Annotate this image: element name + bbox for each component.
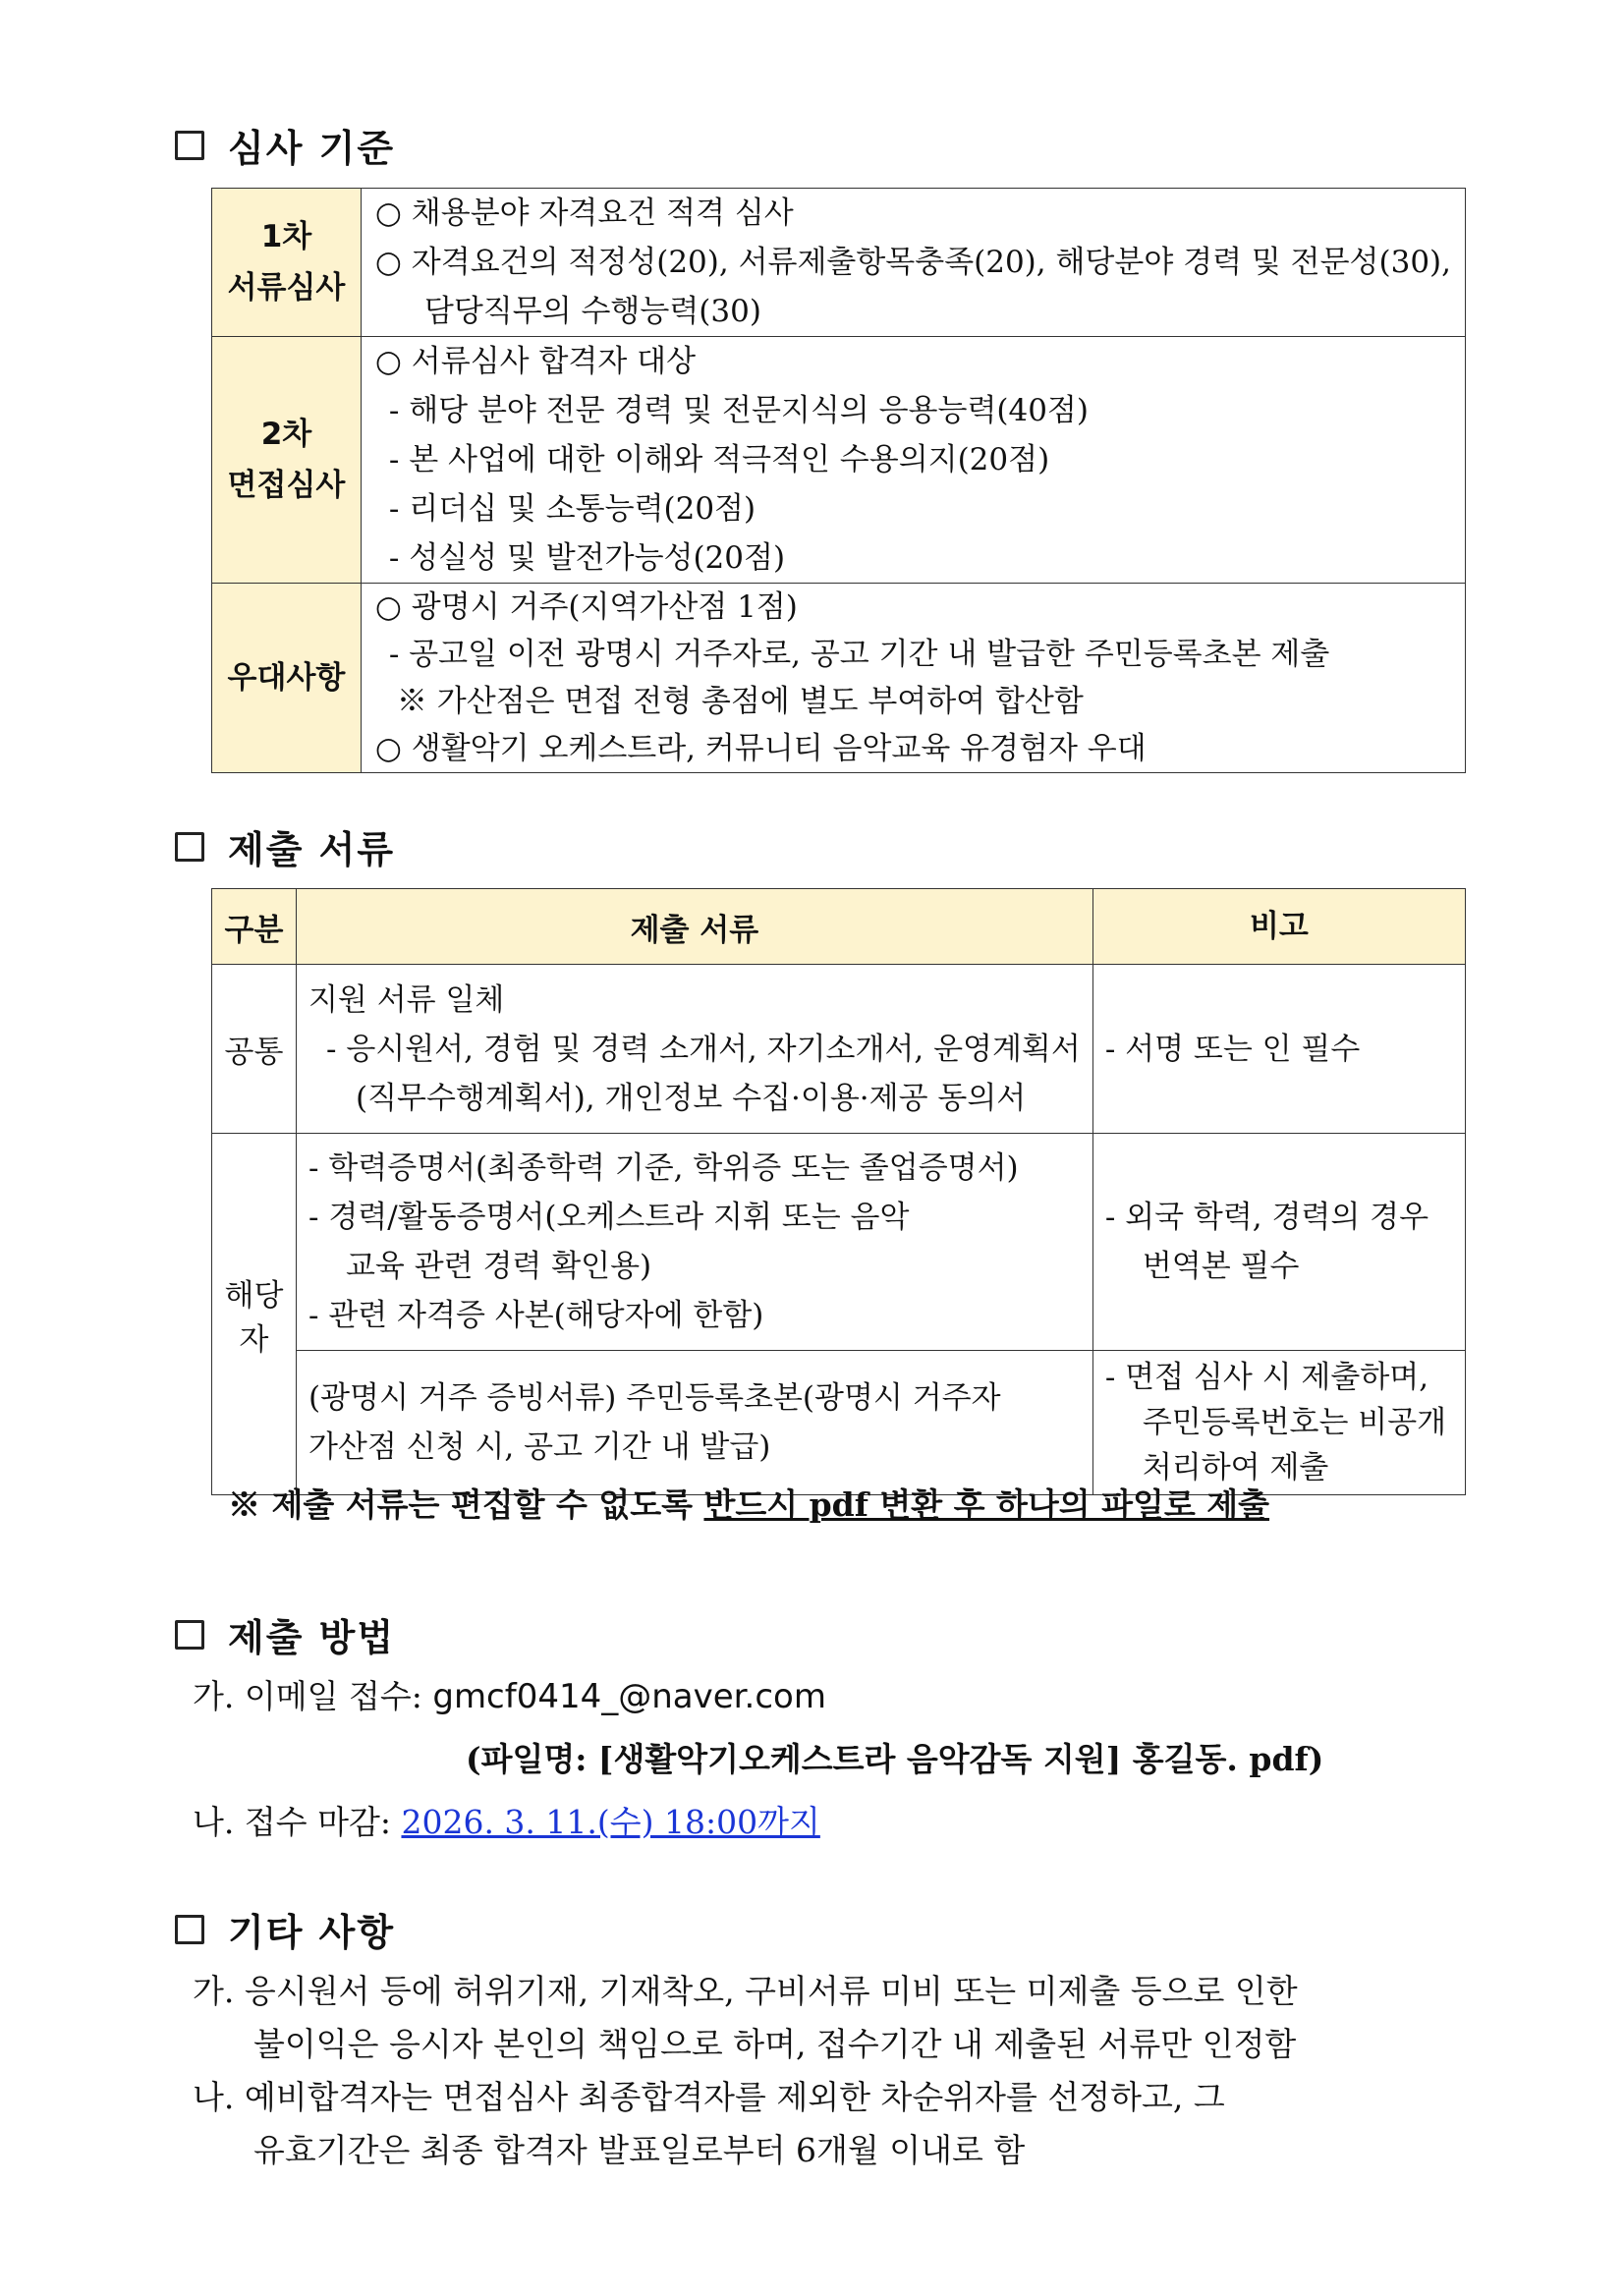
checkbox-icon <box>175 131 204 160</box>
deadline-label: 나. 접수 마감: <box>193 1803 402 1841</box>
table-row <box>212 337 1466 584</box>
content-line: - 리더십 및 소통능력(20점) <box>388 491 756 527</box>
checkbox-icon <box>175 1620 204 1650</box>
content-line: (광명시 거주 증빙서류) 주민등록초본(광명시 거주자 <box>308 1380 1001 1416</box>
content-line: - 면접 심사 시 제출하며, <box>1104 1360 1429 1395</box>
content-line: - 응시원서, 경험 및 경력 소개서, 자기소개서, 운영계획서 <box>325 1031 1081 1067</box>
row-label <box>212 337 362 584</box>
content-line: - 본 사업에 대한 이해와 적극적인 수용의지(20점) <box>388 442 1050 477</box>
content-line: - 성실성 및 발전가능성(20점) <box>388 540 786 576</box>
content-line: - 관련 자격증 사본(해당자에 한함) <box>308 1298 764 1333</box>
row-content <box>361 337 1465 584</box>
row-label-line: 우대사항 <box>227 660 346 696</box>
table-row <box>212 1134 1466 1351</box>
row-label: 해당자 <box>212 1134 297 1495</box>
filename-line: (파일명: [생활악기오케스트라 음악감독 지원] 홍길동. pdf) <box>466 1740 1324 1778</box>
content-line: ○ 생활악기 오케스트라, 커뮤니티 음악교육 유경험자 우대 <box>374 731 1147 766</box>
content-line: ○ 광명시 거주(지역가산점 1점) <box>374 589 798 625</box>
content-line: (직무수행계획서), 개인정보 수집·이용·제공 동의서 <box>355 1080 1027 1116</box>
content-line: ○ 채용분야 자격요건 적격 심사 <box>374 196 794 231</box>
docs-cell <box>296 1351 1092 1495</box>
row-label-line: 1차 <box>260 219 312 254</box>
content-line: 가산점 신청 시, 공고 기간 내 발급) <box>308 1429 771 1465</box>
column-header-docs: 제출 서류 <box>296 889 1092 965</box>
email-line <box>193 1670 826 1723</box>
content-line: - 서명 또는 인 필수 <box>1104 1031 1361 1067</box>
row-label-line: 서류심사 <box>227 270 346 306</box>
content-line: - 공고일 이전 광명시 거주자로, 공고 기간 내 발급한 주민등록초본 제출 <box>388 637 1330 672</box>
section-heading-other <box>175 1902 395 1956</box>
other-item-a-cont: 불이익은 응시자 본인의 책임으로 하며, 접수기간 내 제출된 서류만 인정함 <box>253 2025 1297 2063</box>
content-line: 주민등록번호는 비공개 <box>1142 1405 1447 1440</box>
row-label-line: 면접심사 <box>227 468 346 503</box>
email-label: 가. 이메일 접수: <box>193 1677 433 1715</box>
docs-cell <box>296 965 1092 1134</box>
deadline-line <box>193 1796 820 1849</box>
content-line: - 외국 학력, 경력의 경우 <box>1104 1200 1429 1235</box>
content-line: 처리하여 제출 <box>1142 1450 1329 1485</box>
notice-emphasis: 반드시 pdf 변환 후 하나의 파일로 제출 <box>703 1485 1270 1524</box>
row-content <box>361 584 1465 773</box>
table-row <box>212 1351 1466 1495</box>
section-title: 기타 사항 <box>228 1911 396 1954</box>
criteria-table <box>211 188 1466 773</box>
table-row <box>212 584 1466 773</box>
table-row <box>212 189 1466 337</box>
other-item-a: 가. 응시원서 등에 허위기재, 기재착오, 구비서류 미비 또는 미제출 등으로 인한 <box>193 1972 1298 2010</box>
content-line: - 해당 분야 전문 경력 및 전문지식의 응용능력(40점) <box>388 393 1089 428</box>
content-line: 번역본 필수 <box>1142 1249 1300 1284</box>
submission-notice <box>228 1480 1269 1526</box>
content-line: - 학력증명서(최종학력 기준, 학위증 또는 졸업증명서) <box>308 1150 1019 1186</box>
section-title: 제출 방법 <box>228 1616 396 1659</box>
content-line: 교육 관련 경력 확인용) <box>345 1249 652 1284</box>
content-line: ※ 가산점은 면접 전형 총점에 별도 부여하여 합산함 <box>396 684 1084 719</box>
column-header-gubun: 구분 <box>212 889 297 965</box>
row-label: 공통 <box>212 965 297 1134</box>
content-line: ○ 자격요건의 적정성(20), 서류제출항목충족(20), 해당분야 경력 및 전문성(30), <box>374 245 1451 280</box>
note-cell <box>1092 1351 1465 1495</box>
docs-cell <box>296 1134 1092 1351</box>
documents-table <box>211 888 1466 1495</box>
table-row <box>212 965 1466 1134</box>
row-label <box>212 584 362 773</box>
checkbox-icon <box>175 832 204 862</box>
row-label-line: 2차 <box>260 417 312 452</box>
section-title: 제출 서류 <box>228 828 396 871</box>
notice-text: ※ 제출 서류는 편집할 수 없도록 <box>228 1485 704 1524</box>
content-line: 지원 서류 일체 <box>308 981 505 1018</box>
note-cell <box>1092 1134 1465 1351</box>
content-line: ○ 서류심사 합격자 대상 <box>374 344 697 379</box>
row-label <box>212 189 362 337</box>
content-line: 담당직무의 수행능력(30) <box>423 294 761 329</box>
column-header-note: 비고 <box>1092 889 1465 965</box>
other-item-b-cont: 유효기간은 최종 합격자 발표일로부터 6개월 이내로 함 <box>253 2131 1026 2169</box>
email-address[interactable]: gmcf0414_@naver.com <box>432 1677 826 1716</box>
section-heading-documents <box>175 819 395 873</box>
table-header-row <box>212 889 1466 965</box>
checkbox-icon <box>175 1915 204 1944</box>
note-cell <box>1092 965 1465 1134</box>
section-heading-method <box>175 1607 395 1661</box>
row-content <box>361 189 1465 337</box>
section-title: 심사 기준 <box>228 127 396 170</box>
content-line: - 경력/활동증명서(오케스트라 지휘 또는 음악 <box>308 1200 910 1235</box>
deadline-link[interactable]: 2026. 3. 11.(수) 18:00까지 <box>401 1803 820 1841</box>
section-heading-criteria <box>175 118 395 172</box>
other-item-b: 나. 예비합격자는 면접심사 최종합격자를 제외한 차순위자를 선정하고, 그 <box>193 2078 1225 2116</box>
